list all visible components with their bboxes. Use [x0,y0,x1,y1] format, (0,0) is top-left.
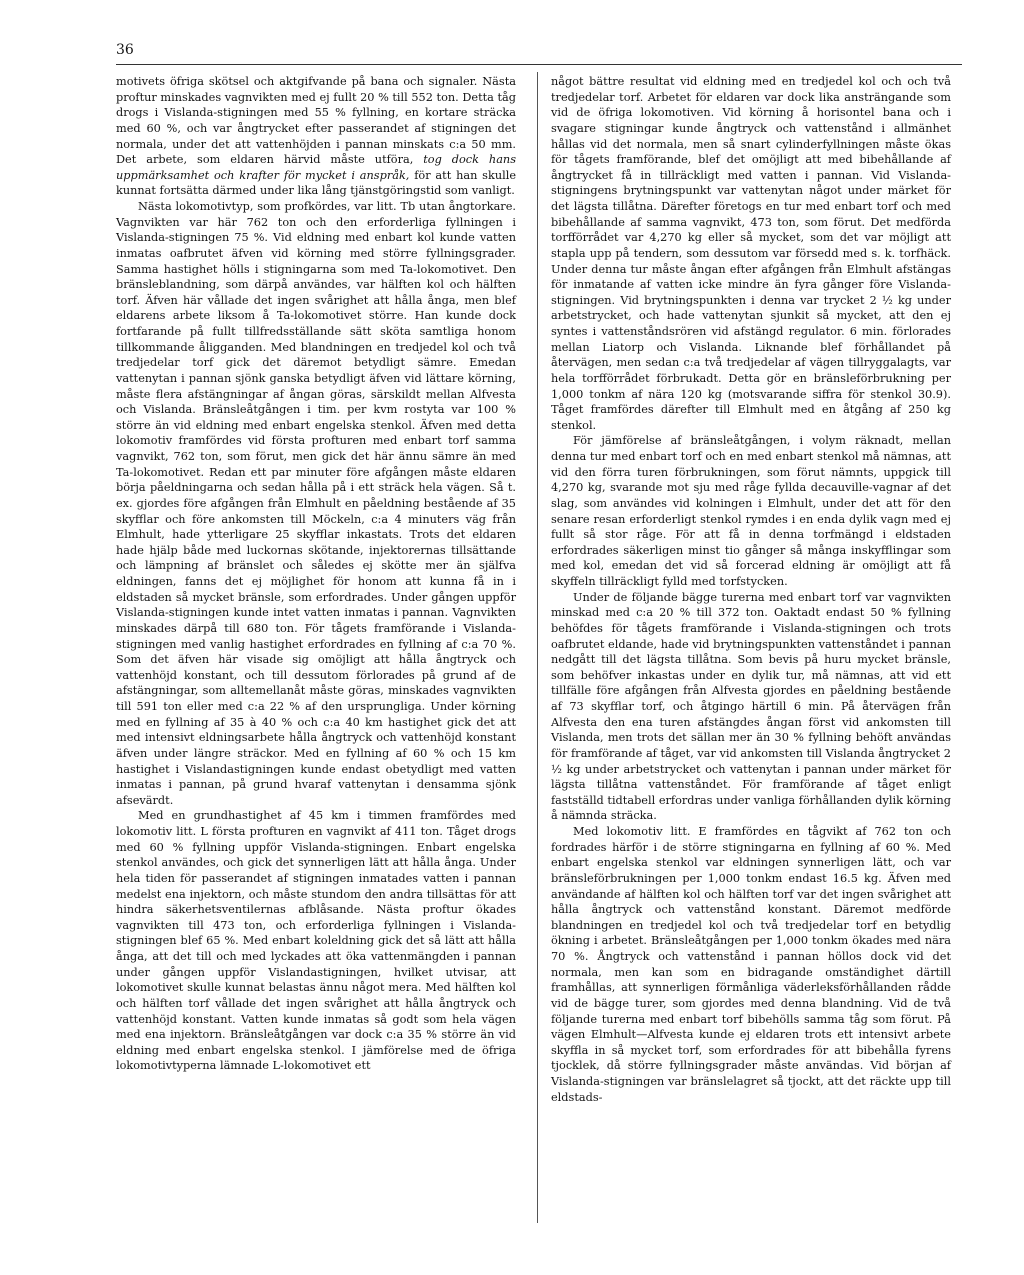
header-rule [116,64,962,65]
paragraph: Under de följande bägge turerna med enbart torf var vagnvikten minskad med c:a 20 % till 372 ton. Oaktadt endast 50 % fyllning behöfdes för tågets framförande i Vislanda-stigningen och trots oafbrutet eldande, hade vid brytningspunkten vattenståndet i pannan nedgått till det lägsta tillåtna. Som bevis på huru mycket bränsle, som behöfver inkastas under en dylik tur, må nämnas, att vid ett tillfälle före afgången från Alfvesta gjordes en påeldning bestående af 73 skyfflar torf, och åtgingo härtill 6 min. På återvägen från Alfvesta den ena turen afstängdes ångan först vid ankomsten till Vislanda, men trots det sällan mer än 30 % fyllning behöft användas för framförande af tåget, var vid ankomsten till Vislanda ångtrycket 2 ½ kg under arbetstrycket och vattenytan i pannan under märket för lägsta tillåtna vattenståndet. För framförande af tåget enligt fastställd tidtabell erfordras under vanliga förhållanden dylik körning å nämnda sträcka. [551,590,951,823]
paragraph-text: för att han skulle kunnat fortsätta därmed under lika lång tjänstgöringstid som vanligt. [116,168,517,198]
paragraph: Med lokomotiv litt. E framfördes en tågvikt af 762 ton och fordrades härför i de större stigningarna en fyllning af 60 %. Med enbart engelska stenkol var eldningen synnerligen lätt, och var bränsleförbrukningen per 1,000 tonkm endast 16.5 kg. Äfven med användande af hälften kol och hälften torf var det ingen svårighet att hålla ångtryck och vattenstånd konstant. Däremot medförde blandningen en tredjedel kol och två tredjedelar torf en betydlig ökning i arbetet. Bränsleåtgången per 1,000 tonkm ökades med nära 70 %. Ångtryck och vattenstånd i pannan höllos dock vid det normala, men kan som en bidragande omständighet därtill framhållas, att synnerligen förmånliga väderleksförhållanden rådde vid de bägge turer, som gjordes med denna blandning. Vid de två följande turerna med enbart torf bibehölls samma tåg som förut. På vägen Elmhult—Alfvesta kunde ej eldaren trots ett intensivt arbete skyffla in så mycket torf, som erfordrades för att bibehålla fyrens tjocklek, då större fyllningsgrader måste användas. Vid början af Vislanda-stigningen var bränslelagret så tjockt, att det räckte upp till eldstads- [551,825,951,1104]
italic-emphasis: tog dock hans uppmärksamhet och krafter för mycket i anspråk, [116,153,516,182]
right-column [551,74,951,1105]
page-number: 36 [116,42,134,58]
paragraph [116,74,516,199]
paragraph-text: motivets öfriga skötsel och aktgifvande på bana och signaler. Nästa proftur minskades vagnvikten med ej fullt 20 % till 552 ton. Detta tåg drogs i Vislanda-stigningen med 55 % fyllning, en kortare sträcka med 60 %, och var ångtrycket efter passerandet af stigningen det normala, under det att vattenhöjden i pannan minskats c:a 50 mm. Det arbete, som eldaren härvid måste utföra, [116,75,516,167]
paragraph: något bättre resultat vid eldning med en tredjedel kol och och två tredjedelar torf. Arbetet för eldaren var dock lika ansträngande som vid de öfriga lokomotiven. Vid körning å horisontel bana och i svagare stigningar kunde ångtryck och vattenstånd i allmänhet hållas vid det normala, men så snart cylinderfyllningen måste ökas för tågets framförande, blef det omöjligt att med bibehållande af ångtrycket få in tillräckligt med vatten i pannan. Vid Vislanda-stigningens brytningspunkt var vattenytan något under märket för det lägsta tillåtna. Därefter företogs en tur med enbart torf och med bibehållande af samma vagnvikt, 473 ton, som förut. Det medförda torfförrådet var 4,270 kg eller så mycket, som det var möjligt att stapla upp på tendern, som dessutom var försedd med s. k. torfhäck. Under denna tur måste ångan efter afgången från Elmhult afstängas för inmatande af vatten icke mindre än fyra gånger före Vislanda-stigningen. Vid brytningspunkten i denna var trycket 2 ½ kg under arbetstrycket, och hade vattenytan sjunkit så mycket, att den ej syntes i vattenståndsrören vid afstängd regulator. 6 min. förlorades mellan Liatorp och Vislanda. Liknande blef förhållandet på återvägen, men sedan c:a två tredjedelar af vägen tillryggalagts, var hela torfförrådet förbrukadt. Detta gör en bränsleförbrukning per 1,000 tonkm af nära 120 kg (motsvarande siffra för stenkol 30.9). Tåget framfördes därefter till Elmhult med en åtgång af 250 kg stenkol. [551,75,951,432]
paragraph: För jämförelse af bränsleåtgången, i volym räknadt, mellan denna tur med enbart torf och en med enbart stenkol må nämnas, att vid den förra turen förbrukningen, som förut nämnts, uppgick till 4,270 kg, svarande mot sju med råge fyllda decauville-vagnar af det slag, som användes vid kolningen i Elmhult, under det att för den senare resan erforderligt stenkol rymdes i en enda dylik vagn med ej fullt så stor råge. För att få in denna torfmängd i eldstaden erfordrades säkerligen minst tio gånger så många inskyfflingar som med kol, emedan det vid så forcerad eldning är omöjligt att få skyffeln tillräckligt fylld med torfstycken. [551,434,951,588]
paragraph: Med en grundhastighet af 45 km i timmen framfördes med lokomotiv litt. L första profturen en vagnvikt af 411 ton. Tåget drogs med 60 % fyllning uppför Vislanda-stigningen. Enbart engelska stenkol användes, och gick det synnerligen lätt att hålla ånga. Under hela tiden för passerandet af stigningen inmatades vatten i pannan medelst ena injektorn, och måste stundom den andra tillsättas för att hindra säkerhetsventilernas afblåsande. Nästa proftur ökades vagnvikten till 473 ton, och erforderliga fyllningen i Vislanda-stigningen blef 65 %. Med enbart koleldning gick det så lätt att hålla ånga, att det till och med lyckades att öka vattenmängden i pannan under gången uppför Vislandastigningen, hvilket utvisar, att lokomotivet skulle kunnat belastas ännu något mera. Med hälften kol och hälften torf vållade det ingen svårighet att hålla ångtryck och vattenhöjd konstant. Vatten kunde inmatas så godt som hela vägen med ena injektorn. Bränsleåtgången var dock c:a 35 % större än vid eldning med enbart engelska stenkol. I jämförelse med de öfriga lokomotivtyperna lämnade L-lokomotivet ett [116,809,516,1073]
column-divider [537,72,538,1223]
left-column [116,74,516,1074]
paragraph: Nästa lokomotivtyp, som profkördes, var litt. Tb utan ångtorkare. Vagnvikten var här 762 ton och den erforderliga fyllningen i Vislanda-stigningen 75 %. Vid eldning med enbart kol kunde vatten inmatas oafbrutet äfven vid körning med större fyllningsgrader. Samma hastighet hölls i stigningarna som med Ta-lokomotivet. Den bränsleblandning, som därpå användes, var hälften kol och hälften torf. Äfven här vållade det ingen svårighet att hålla ånga, men blef eldarens arbete liksom å Ta-lokomotivet större. Han kunde dock fortfarande på fullt tillfredsställande sätt sköta samtliga honom tillkommande åligganden. Med blandningen en tredjedel kol och två tredjedelar torf gick det däremot betydligt sämre. Emedan vattenytan i pannan sjönk ganska betydligt äfven vid lättare körning, måste flera afstängningar af ångan göras, särskildt mellan Alfvesta och Vislanda. Bränsleåtgången i tim. per kvm rostyta var 100 % större än vid eldning med enbart engelska stenkol. Äfven med detta lokomotiv framfördes vid första profturen med enbart torf samma vagnvikt, 762 ton, som förut, men gick det här ännu sämre än med Ta-lokomotivet. Redan ett par minuter före afgången måste eldaren börja påeldningarna och sedan hålla på i ett sträck hela vägen. Så t. ex. gjordes före afgången från Elmhult en påeldning bestående af 35 skyfflar och före ankomsten till Möckeln, c:a 4 minuters väg från Elmhult, hade ytterligare 25 skyfflar inkastats. Trots det eldaren hade hjälp både med luckornas skötande, injektorernas tillsättande och lämpning af bränslet och således ej skötte mer än själfva eldningen, fanns det ej möjlighet för honom att kunna få in i eldstaden så mycket bränsle, som erfordrades. Under gången uppför Vislanda-stigningen kunde intet vatten inmatas i pannan. Vagnvikten minskades därpå till 680 ton. För tågets framförande i Vislanda-stigningen med vanlig hastighet erfordrades en fyllning af c:a 70 %. Som det äfven här visade sig omöjligt att hålla ångtryck och vattenhöjd konstant, och till dessutom förlorades på grund af de afstängningar, som alltemellanåt måste göras, minskades vagnvikten till 591 ton eller med c:a 22 % af den ursprungliga. Under körning med en fyllning af 35 à 40 % och c:a 40 km hastighet gick det att med intensivt eldningsarbete hålla ångtryck och vattenhöjd konstant äfven under längre sträckor. Med en fyllning af 60 % och 15 km hastighet i Vislandastigningen kunde endast obetydligt med vatten inmatas i pannan, på grund hvaraf vattenytan i densamma sjönk afsevärdt. [116,200,516,807]
